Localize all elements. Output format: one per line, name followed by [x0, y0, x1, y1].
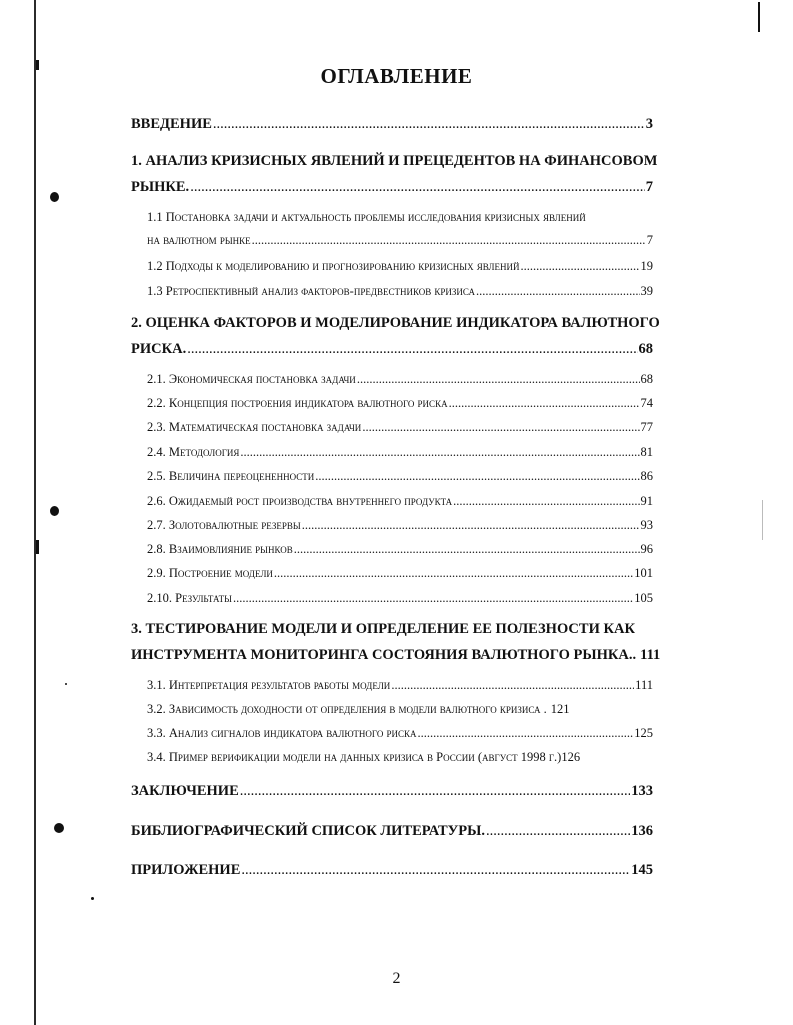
leader-dots	[521, 259, 640, 274]
toc-label-cont: РЫНКЕ.	[131, 179, 190, 195]
toc-label: 2.3. Математическая постановка задачи	[147, 420, 362, 434]
toc-page: 126	[561, 750, 581, 764]
toc-label: 2.9. Построение модели	[147, 566, 273, 580]
toc-page: 121	[550, 702, 570, 716]
toc-label: 1. АНАЛИЗ КРИЗИСНЫХ ЯВЛЕНИЙ И ПРЕЦЕДЕНТОВ НА ФИНАНСОВОМ	[131, 153, 658, 169]
toc-label: 2.1. Экономическая постановка задачи	[147, 372, 356, 386]
leader-dots	[449, 396, 640, 411]
toc-label: 1.1 Постановка задачи и актуальность проблемы исследования кризисных явлений	[147, 210, 586, 224]
toc-label: ЗАКЛЮЧЕНИЕ	[131, 783, 239, 799]
toc-entry-2-2[interactable]	[147, 396, 653, 411]
scan-speck	[65, 683, 67, 685]
leader-dots	[315, 469, 639, 484]
toc-entry-2-7[interactable]	[147, 518, 653, 533]
toc-entry-chapter-3[interactable]	[131, 621, 661, 664]
toc-label: 3. ТЕСТИРОВАНИЕ МОДЕЛИ И ОПРЕДЕЛЕНИЕ ЕЕ ПОЛЕЗНОСТИ КАК	[131, 621, 635, 637]
toc-label: 1.2 Подходы к моделированию и прогнозированию кризисных явлений	[147, 259, 520, 273]
toc-label: 2.8. Взаимовлияние рынков	[147, 542, 293, 556]
toc-entry-2-9[interactable]	[147, 566, 653, 581]
scan-speck	[91, 897, 94, 900]
toc-label-cont: РИСКА.	[131, 341, 187, 357]
toc-entry-3-4[interactable]	[147, 750, 667, 765]
toc-page: 7	[646, 233, 653, 247]
toc-entry-3-2[interactable]	[147, 702, 653, 717]
toc-entry-2-10[interactable]	[147, 591, 653, 606]
toc-page: 7	[645, 179, 653, 195]
toc-page: 145	[631, 862, 653, 878]
leader-dots	[417, 726, 633, 741]
page-number: 2	[392, 970, 401, 987]
toc-label: 3.4. Пример верификации модели на данных кризиса в России (август 1998 г.)	[147, 750, 562, 764]
scan-mark	[762, 500, 763, 540]
toc-page: 111	[635, 678, 653, 692]
toc-label: 1.3 Ретроспективный анализ факторов-предвестников кризиса	[147, 284, 475, 298]
toc-entry-conclusion[interactable]	[131, 783, 653, 800]
toc-label-cont: на валютном рынке	[147, 233, 251, 247]
scan-left-edge	[34, 0, 36, 1025]
leader-dots	[240, 783, 630, 800]
scan-mark	[758, 2, 760, 32]
toc-label: 2.2. Концепция построения индикатора валютного риска	[147, 396, 448, 410]
toc-label: БИБЛИОГРАФИЧЕСКИЙ СПИСОК ЛИТЕРАТУРЫ.	[131, 823, 486, 839]
leader-dots	[391, 678, 634, 693]
toc-page: 68	[640, 372, 653, 386]
scan-speck	[54, 823, 64, 833]
leader-dots	[240, 445, 639, 460]
scan-mark	[36, 540, 39, 554]
toc-page: 93	[640, 518, 653, 532]
toc-label: 2.10. Результаты	[147, 591, 233, 605]
toc-page: 3	[645, 116, 653, 132]
leader-dots	[213, 116, 645, 133]
leader-dots	[302, 518, 640, 533]
leader-dots	[274, 566, 633, 581]
toc-entry-2-8[interactable]	[147, 542, 653, 557]
toc-entry-3-1[interactable]	[147, 678, 653, 693]
toc-page: 91	[640, 494, 653, 508]
toc-label: 2.5. Величина переоцененности	[147, 469, 315, 483]
toc-entry-intro[interactable]	[131, 116, 653, 133]
toc-page: 86	[640, 469, 653, 483]
toc-entry-2-6[interactable]	[147, 494, 653, 509]
toc-label: 2.4. Методология	[147, 445, 240, 459]
toc-page: 39	[640, 284, 653, 298]
leader-dots	[476, 284, 640, 299]
leader-dots	[241, 862, 630, 879]
leader-dots	[233, 591, 633, 606]
toc-entry-1-3[interactable]	[147, 284, 653, 299]
toc-entry-2-1[interactable]	[147, 372, 653, 387]
toc-page: 96	[640, 542, 653, 556]
leader-dots	[453, 494, 639, 509]
toc-page: 105	[634, 591, 653, 605]
toc-page: 133	[631, 783, 653, 799]
toc-label: ВВЕДЕНИЕ	[131, 116, 212, 132]
leader-dots	[486, 823, 630, 840]
toc-entry-3-3[interactable]	[147, 726, 653, 741]
scan-speck	[50, 192, 59, 202]
page-title: ОГЛАВЛЕНИЕ	[320, 64, 473, 88]
toc-label: ПРИЛОЖЕНИЕ	[131, 862, 241, 878]
toc-entry-1-1[interactable]	[147, 210, 687, 248]
toc-entry-bibliography[interactable]	[131, 823, 653, 840]
toc-label: 3.1. Интерпретация результатов работы модели	[147, 678, 391, 692]
toc-page: 136	[631, 823, 653, 839]
toc-label: 3.2. Зависимость доходности от определения в модели валютного кризиса .	[147, 702, 547, 716]
toc-page: 111	[640, 647, 661, 663]
toc-entry-2-5[interactable]	[147, 469, 653, 484]
toc-page: 77	[640, 420, 653, 434]
toc-label: 2.7. Золотовалютные резервы	[147, 518, 301, 532]
leader-dots	[362, 420, 639, 435]
toc-entry-2-4[interactable]	[147, 445, 653, 460]
scan-speck	[50, 506, 59, 516]
toc-entry-appendix[interactable]	[131, 862, 653, 879]
toc-page: 74	[640, 396, 653, 410]
toc-page: 68	[638, 341, 653, 357]
toc-entry-chapter-1[interactable]	[131, 153, 658, 196]
toc-page: 125	[634, 726, 653, 740]
leader-dots	[357, 372, 640, 387]
leader-dots	[187, 341, 637, 358]
leader-dots	[190, 179, 645, 196]
leader-dots	[294, 542, 640, 557]
toc-label: 3.3. Анализ сигналов индикатора валютного риска	[147, 726, 417, 740]
toc-entry-1-2[interactable]	[147, 259, 653, 274]
toc-page: 19	[640, 259, 653, 273]
toc-entry-chapter-2[interactable]	[131, 315, 660, 358]
leader-dots	[252, 233, 646, 248]
toc-label: 2. ОЦЕНКА ФАКТОРОВ И МОДЕЛИРОВАНИЕ ИНДИКАТОРА ВАЛЮТНОГО	[131, 315, 660, 331]
toc-label-cont: ИНСТРУМЕНТА МОНИТОРИНГА СОСТОЯНИЯ ВАЛЮТНОГО РЫНКА..	[131, 647, 637, 663]
toc-entry-2-3[interactable]	[147, 420, 653, 435]
toc-label: 2.6. Ожидаемый рост производства внутреннего продукта	[147, 494, 453, 508]
toc-page: 101	[634, 566, 653, 580]
toc-page: 81	[640, 445, 653, 459]
